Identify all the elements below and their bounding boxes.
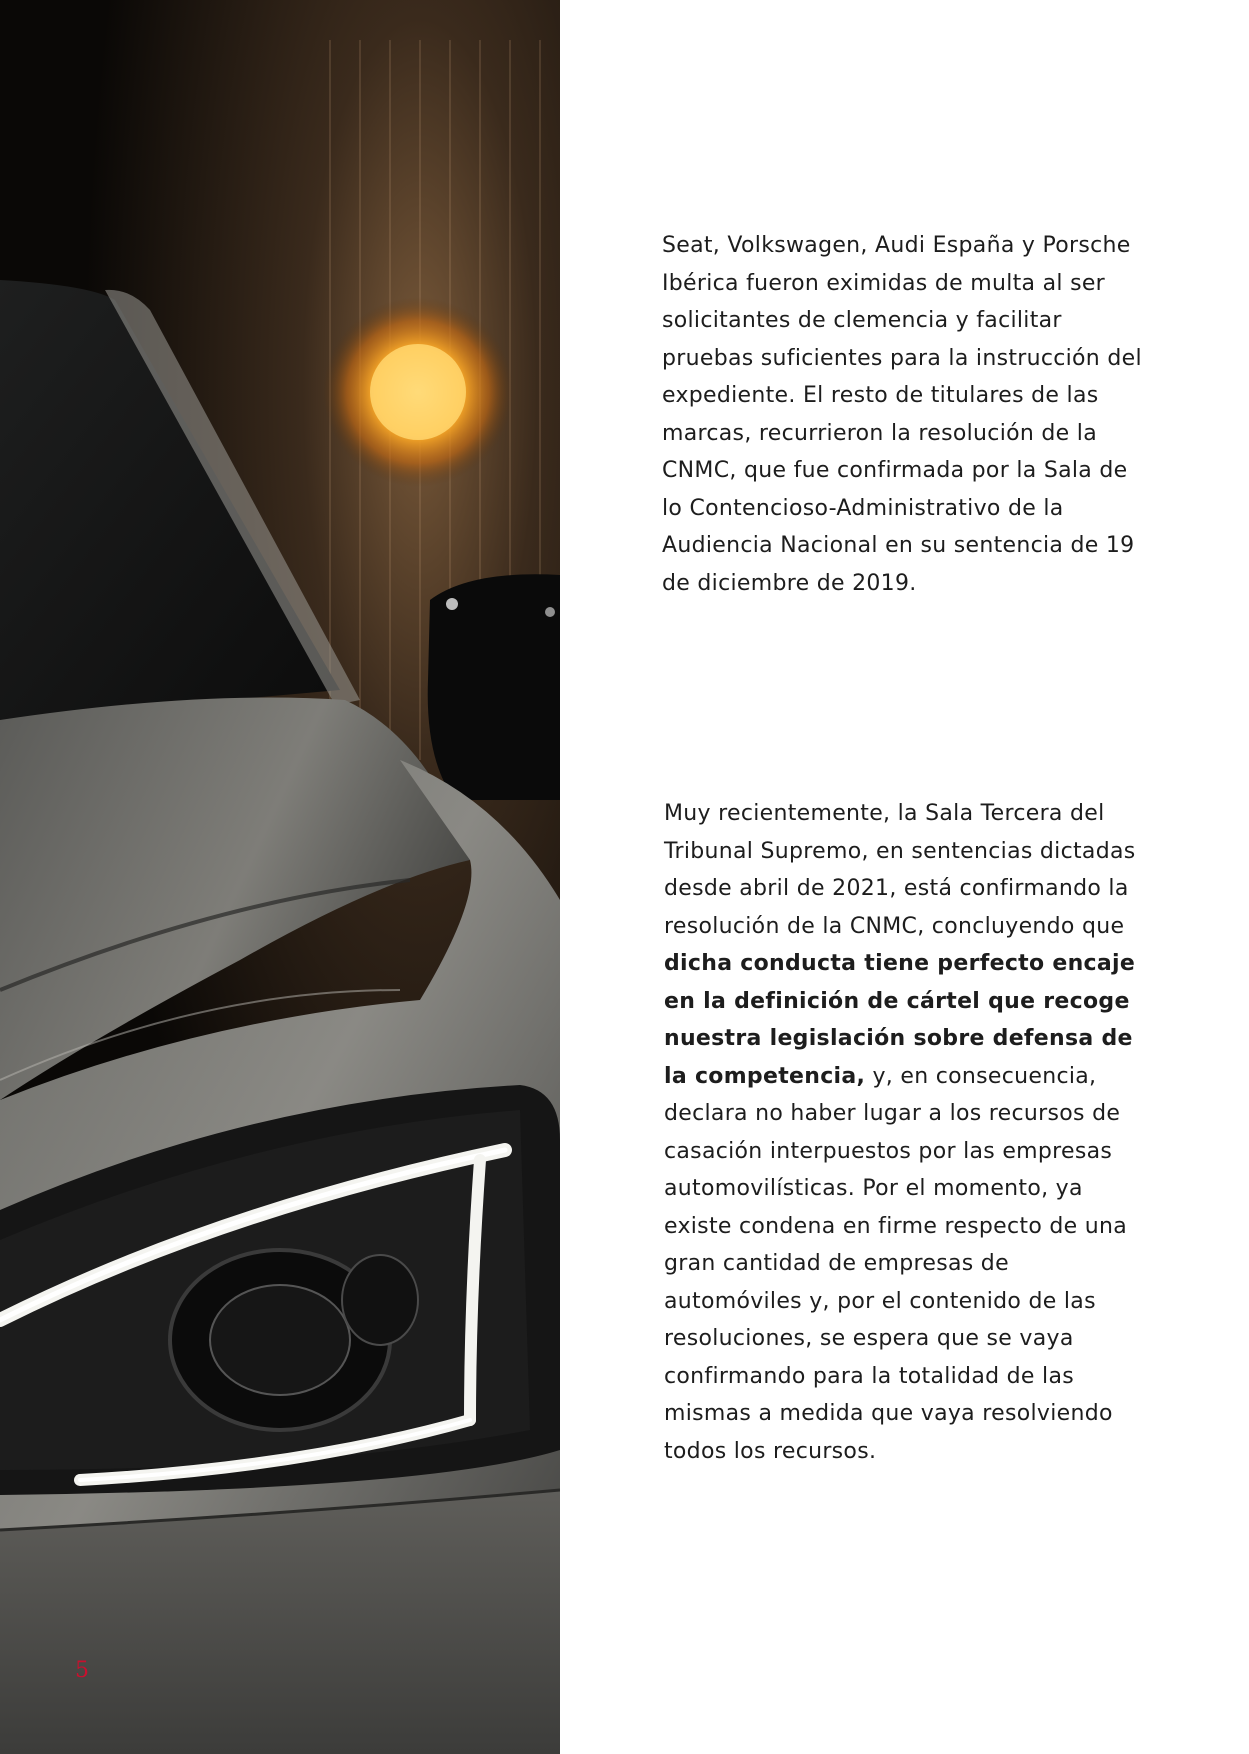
paragraph-text-bold: dicha conducta tiene perfecto encaje en la definición de cártel que recoge nuestra legislación sobre defensa de la competencia, xyxy=(664,951,1136,1089)
page-number: 5 xyxy=(75,1658,89,1683)
car-headlight-photo xyxy=(0,0,560,1754)
paragraph-text-start: Muy recientemente, la Sala Tercera del Tribunal Supremo, en sentencias dictadas desde abril de 2021, está confirmando la resolución de la CNMC, concluyendo que xyxy=(664,801,1136,939)
paragraph-exemptions: Seat, Volkswagen, Audi España y Porsche Ibérica fueron eximidas de multa al ser solicitantes de clemencia y facilitar pruebas suficientes para la instrucción del expediente. El resto de titulares de las marcas, recurrieron la resolución de la CNMC, que fue confirmada por la Sala de lo Contencioso-Administrativo de la Audiencia Nacional en su sentencia de 19 de diciembre de 2019. xyxy=(662,233,1142,596)
paragraph-text-end: y, en consecuencia, declara no haber lugar a los recursos de casación interpuestos por las empresas automovilísticas. Por el momento, ya existe condena en firme respecto de una gran cantidad de empresas de automóviles y, por el contenido de las resoluciones, se espera que se vaya confirmando para la totalidad de las mismas a medida que vaya resolviendo todos los recursos. xyxy=(664,1063,1128,1464)
paragraph-supreme-court xyxy=(664,795,1144,1470)
